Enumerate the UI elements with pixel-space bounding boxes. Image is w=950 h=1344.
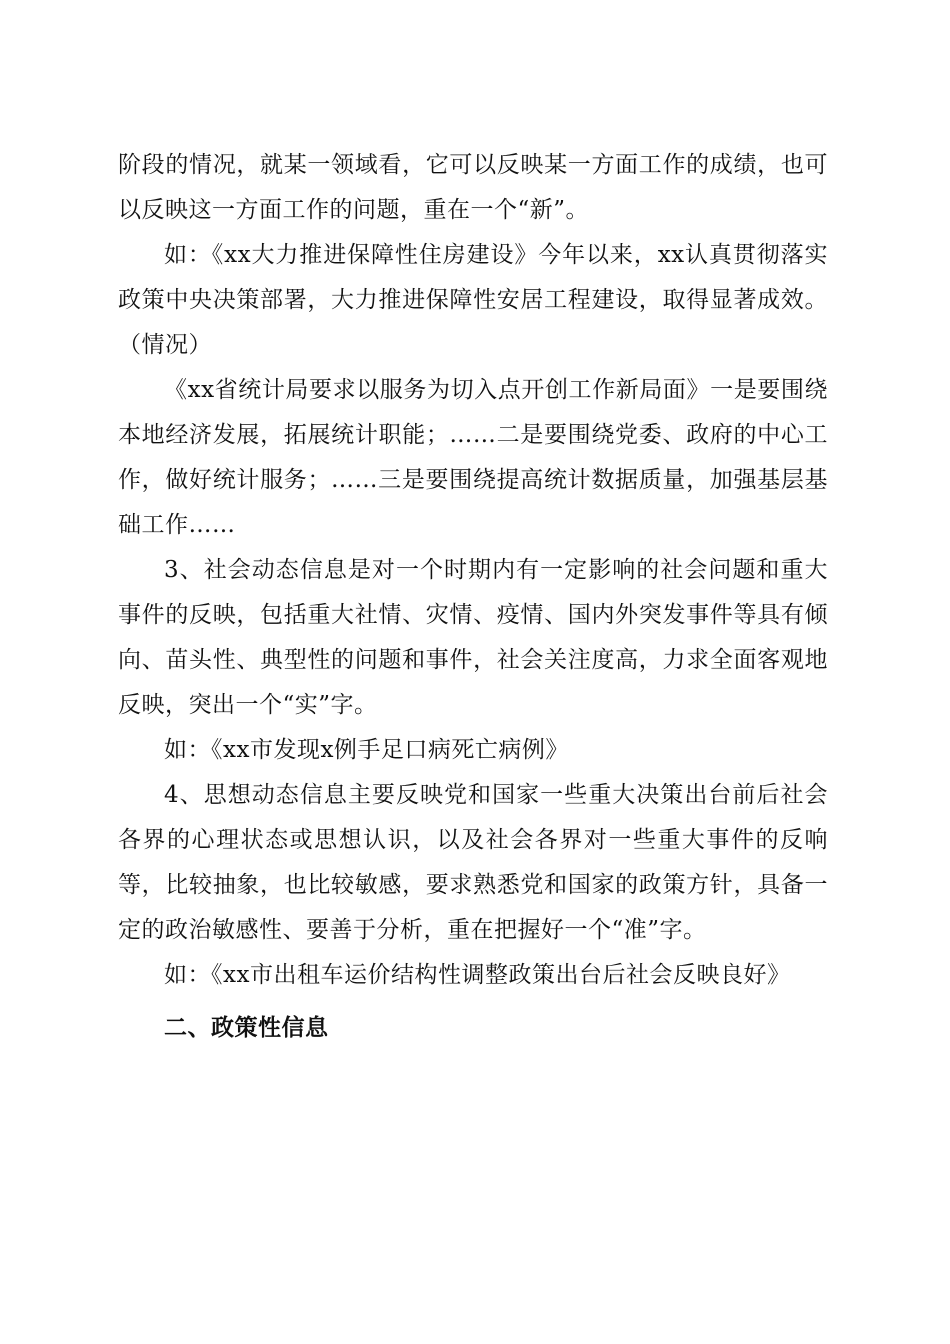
paragraph-continuation: 阶段的情况，就某一领域看，它可以反映某一方面工作的成绩，也可以反映这一方面工作的问题，重在一个“新”。 <box>118 152 828 223</box>
paragraph-ideological-dynamics: 4、思想动态信息主要反映党和国家一些重大决策出台前后社会各界的心理状态或思想认识，以及社会各界对一些重大事件的反响等，比较抽象，也比较敏感，要求熟悉党和国家的政策方针，具备一定的政治敏感性、要善于分析，重在把握好一个“准”字。 <box>118 782 828 943</box>
document-body <box>118 143 828 1051</box>
paragraph-example-taxi: 如：《xx市出租车运价结构性调整政策出台后社会反映良好》 <box>164 962 791 988</box>
paragraph-example-statistics: 《xx省统计局要求以服务为切入点开创工作新局面》一是要围绕本地经济发展，拓展统计职能；……二是要围绕党委、政府的中心工作，做好统计服务；……三是要围绕提高统计数据质量，加强基层基础工作…… <box>118 377 828 538</box>
paragraph-example-housing: 如：《xx大力推进保障性住房建设》今年以来，xx认真贯彻落实政策中央决策部署，大力推进保障性安居工程建设，取得显著成效。（情况） <box>118 242 828 358</box>
paragraph-example-disease: 如：《xx市发现x例手足口病死亡病例》 <box>164 737 569 763</box>
paragraph-social-dynamics: 3、社会动态信息是对一个时期内有一定影响的社会问题和重大事件的反映，包括重大社情、灾情、疫情、国内外突发事件等具有倾向、苗头性、典型性的问题和事件，社会关注度高，力求全面客观地反映，突出一个“实”字。 <box>118 557 828 718</box>
section-heading-policy-info: 二、政策性信息 <box>164 1015 329 1041</box>
